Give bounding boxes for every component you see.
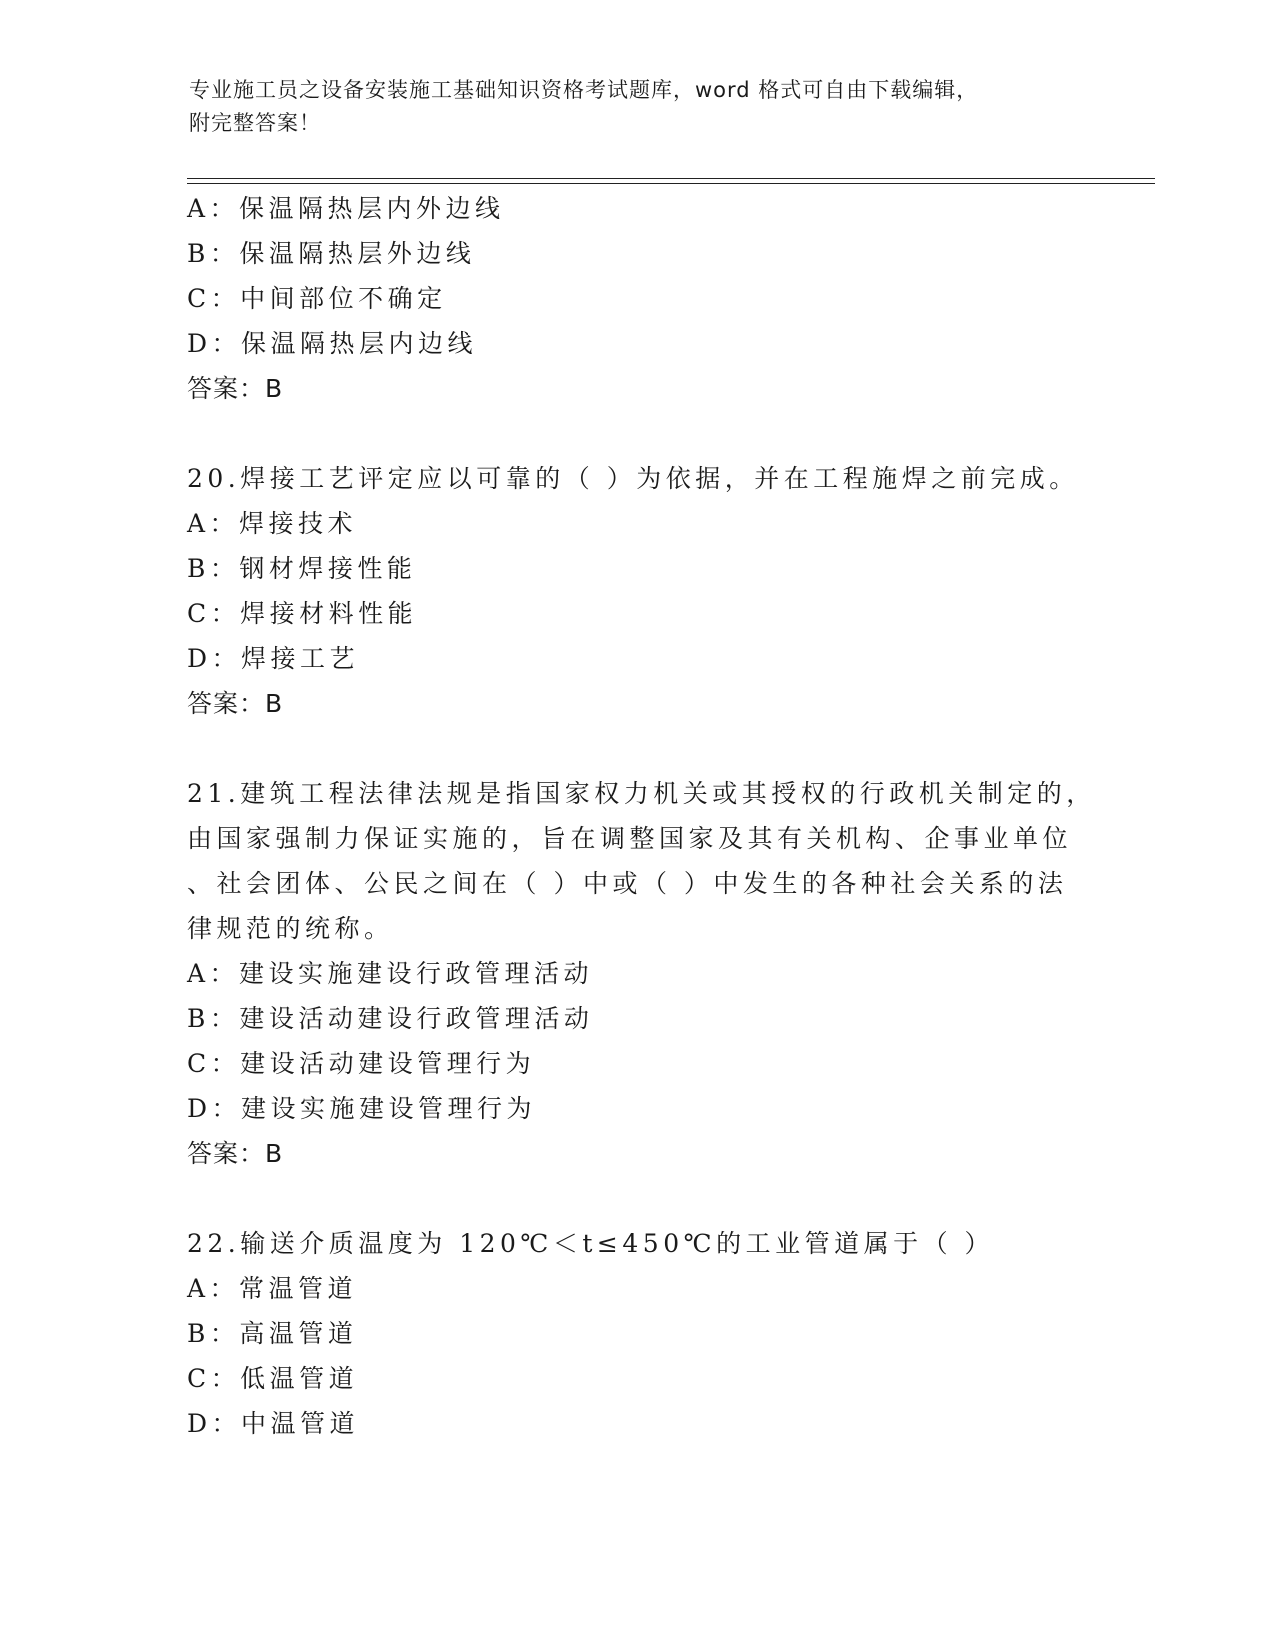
- header-line-1: 专业施工员之设备安装施工基础知识资格考试题库，word 格式可自由下载编辑，: [189, 78, 979, 102]
- q21-option-b: B：建设活动建设行政管理活动: [187, 1004, 594, 1033]
- q22-option-b: B：高温管道: [187, 1319, 358, 1348]
- q20-option-d: D：焊接工艺: [187, 644, 360, 673]
- header-divider-top: [187, 178, 1155, 179]
- q20-option-b: B：钢材焊接性能: [187, 554, 417, 583]
- q22-option-d: D：中温管道: [187, 1409, 360, 1438]
- q21-question-line-2: 由国家强制力保证实施的，旨在调整国家及其有关机构、企事业单位: [187, 824, 1073, 853]
- q21-question-line-3: 、社会团体、公民之间在（ ）中或（ ）中发生的各种社会关系的法: [187, 869, 1068, 898]
- document-header: [189, 74, 1069, 140]
- header-line-2: 附完整答案！: [189, 111, 321, 135]
- q20-answer: 答案：B: [187, 689, 284, 718]
- q19-option-b: B：保温隔热层外边线: [187, 239, 476, 268]
- q20-option-c: C：焊接材料性能: [187, 599, 418, 628]
- q21-question-line-1: 21.建筑工程法律法规是指国家权力机关或其授权的行政机关制定的，: [187, 779, 1096, 808]
- q21-question-line-4: 律规范的统称。: [187, 914, 394, 943]
- q19-option-a: A：保温隔热层内外边线: [187, 194, 505, 223]
- q21-answer: 答案：B: [187, 1139, 284, 1168]
- q21-option-d: D：建设实施建设管理行为: [187, 1094, 537, 1123]
- q20-option-a: A：焊接技术: [187, 509, 358, 538]
- q22-question: 22.输送介质温度为 120℃＜t≤450℃的工业管道属于（ ）: [187, 1229, 995, 1258]
- q22-option-c: C：低温管道: [187, 1364, 359, 1393]
- q21-option-a: A：建设实施建设行政管理活动: [187, 959, 594, 988]
- header-divider-bottom: [187, 183, 1155, 184]
- q20-question: 20.焊接工艺评定应以可靠的（ ）为依据，并在工程施焊之前完成。: [187, 464, 1079, 493]
- q22-option-a: A：常温管道: [187, 1274, 358, 1303]
- q19-option-c: C：中间部位不确定: [187, 284, 447, 313]
- q21-option-c: C：建设活动建设管理行为: [187, 1049, 536, 1078]
- q19-option-d: D：保温隔热层内边线: [187, 329, 478, 358]
- q19-answer: 答案：B: [187, 374, 284, 403]
